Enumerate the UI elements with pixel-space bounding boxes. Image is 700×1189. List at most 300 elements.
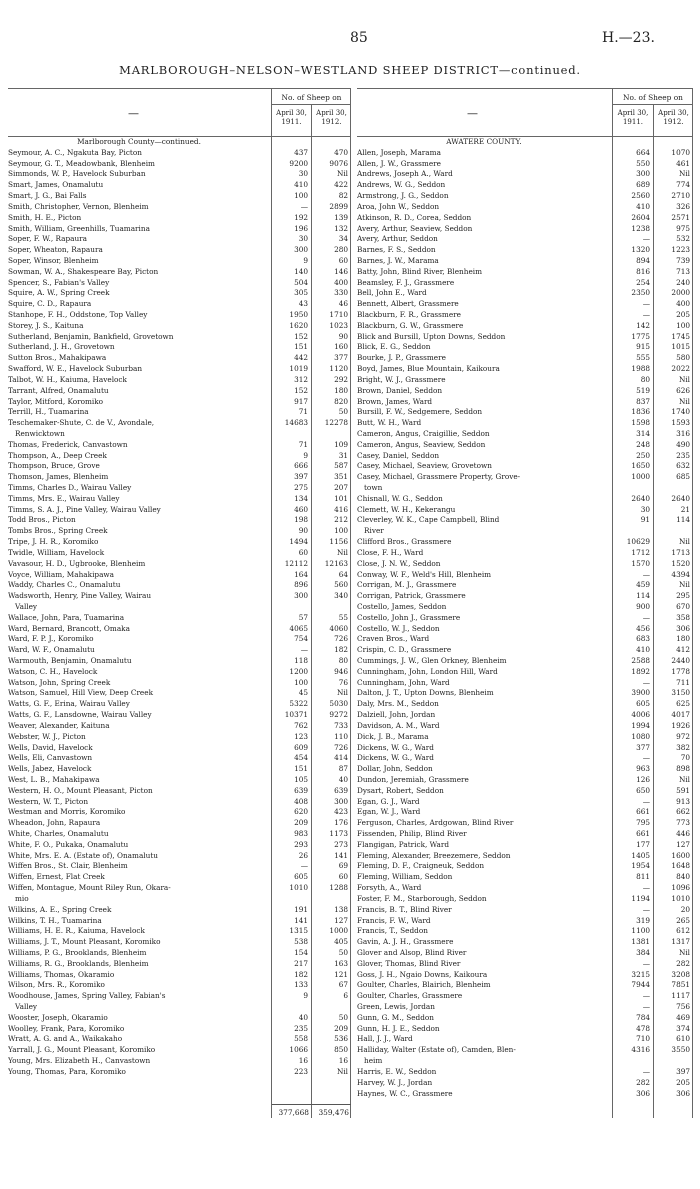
- table-row: [8, 980, 351, 991]
- table-row: [357, 1024, 693, 1035]
- table-row: [8, 764, 351, 775]
- sheep-1912: 300: [334, 796, 348, 806]
- holder-name: Soper, Winsor, Blenheim: [8, 255, 99, 265]
- holder-name: Stanhope, F. H., Oddstone, Top Valley: [8, 310, 148, 319]
- sheep-1912: 212: [334, 515, 348, 525]
- sheep-1911: 397: [294, 472, 308, 482]
- sheep-1912: 739: [676, 255, 690, 265]
- sheep-1911: —: [642, 753, 650, 763]
- table-row: [357, 634, 693, 645]
- sheep-1912: 1096: [671, 883, 690, 893]
- sheep-1912: 733: [334, 720, 348, 730]
- sheep-1911: 80: [640, 374, 650, 384]
- table-row: [8, 288, 351, 299]
- table-row: [8, 580, 351, 591]
- table-row: [357, 829, 693, 840]
- sheep-1912: 82: [338, 191, 348, 201]
- holder-name: Timms, S. A. J., Pine Valley, Wairau Valley: [8, 504, 161, 514]
- holder-name: Wilkins, T. H., Tuamarina: [8, 915, 102, 925]
- sheep-1912: 358: [676, 612, 690, 622]
- sheep-1912: 110: [334, 731, 348, 741]
- table-row: [357, 299, 693, 310]
- table-row: [357, 861, 693, 872]
- holder-name: Squire, A. W., Spring Creek: [8, 288, 110, 298]
- sheep-1911: 151: [294, 342, 308, 352]
- sheep-1912: 662: [676, 807, 690, 817]
- holder-name: Watson, C. H., Havelock: [8, 666, 98, 676]
- sheep-1911: 1405: [631, 850, 650, 860]
- sheep-1912: 400: [676, 299, 690, 309]
- sheep-1912: 946: [334, 666, 348, 676]
- sheep-1912: 9076: [329, 158, 348, 168]
- holder-name: Twidle, William, Havelock: [8, 547, 105, 557]
- table-row: [357, 753, 693, 764]
- sheep-1912: 64: [338, 569, 348, 579]
- holder-name: Tripe, J. H. R., Koromiko: [8, 537, 99, 547]
- page-number: 85: [350, 30, 368, 46]
- sheep-1912: 1778: [671, 666, 690, 676]
- sheep-1911: 983: [294, 829, 308, 838]
- holder-name: Wells, Jabez, Havelock: [8, 764, 92, 774]
- sheep-1911: 1994: [631, 720, 650, 730]
- table-row: [8, 461, 351, 472]
- table-row: [8, 894, 351, 905]
- holder-name: Close, J. N. W., Seddon: [357, 558, 441, 568]
- holder-name: Close, F. H., Ward: [357, 547, 424, 557]
- table-row: [357, 364, 693, 375]
- table-row: [357, 429, 693, 440]
- sheep-1912: 412: [676, 645, 690, 655]
- sheep-1911: 2588: [631, 656, 650, 665]
- sheep-1911: 2560: [631, 191, 650, 201]
- holder-name: Avery, Arthur, Seaview, Seddon: [357, 223, 473, 233]
- holder-name: Corrigan, Patrick, Grassmere: [357, 591, 466, 601]
- sheep-1911: 710: [636, 1034, 650, 1044]
- table-row: [8, 786, 351, 797]
- table-row: [357, 440, 693, 451]
- sheep-1912: 127: [676, 839, 690, 849]
- table-row: [357, 678, 693, 689]
- sheep-1911: 152: [294, 385, 308, 395]
- holder-name: Clifford Bros., Grassmere: [357, 537, 452, 547]
- table-row: [357, 905, 693, 916]
- total-rule: [272, 1104, 351, 1105]
- sheep-1911: 275: [294, 483, 308, 492]
- sheep-1912: Nil: [678, 396, 690, 406]
- holder-name: Soper, F. W., Rapaura: [8, 234, 88, 244]
- holder-name: Sutton Bros., Mahakipawa: [8, 353, 107, 363]
- sheep-1912: Nil: [336, 547, 348, 557]
- sheep-1911: 538: [294, 937, 308, 947]
- table-row: [357, 526, 693, 537]
- table-row: [357, 872, 693, 883]
- table-row: [8, 1002, 351, 1013]
- table-row: [8, 840, 351, 851]
- sheep-1911: 917: [294, 396, 308, 406]
- holder-name: Westman and Morris, Koromiko: [8, 807, 126, 817]
- sheep-1912: Nil: [678, 537, 690, 547]
- table-row: [8, 451, 351, 462]
- table-row: [357, 732, 693, 743]
- sheep-1912: 639: [334, 785, 348, 795]
- holder-name: Wadsworth, Henry, Pine Valley, Wairau: [8, 591, 152, 601]
- holder-name: Butt, W. H., Ward: [357, 418, 422, 428]
- table-row: [357, 461, 693, 472]
- sheep-1912: 397: [676, 1066, 690, 1076]
- sheep-1911: 114: [636, 591, 650, 601]
- table-row: [8, 483, 351, 494]
- sheep-1911: —: [642, 234, 650, 244]
- april-1912-header: April 30, 1912.: [658, 109, 689, 126]
- table-row: [8, 256, 351, 267]
- table-row: [8, 797, 351, 808]
- sheep-1911: 142: [636, 320, 650, 330]
- holder-name: Williams, P. G., Brooklands, Blenheim: [8, 947, 147, 957]
- holder-name: Young, Mrs. Elizabeth H., Canvastown: [8, 1056, 151, 1066]
- table-row: [357, 970, 693, 981]
- sheep-1911: —: [642, 904, 650, 914]
- holder-name: Fissenden, Philip, Blind River: [357, 829, 467, 838]
- holder-name: Ferguson, Charles, Ardgowan, Blind River: [357, 818, 514, 828]
- sheep-1911: 12112: [284, 558, 308, 568]
- sheep-1912: 280: [334, 245, 348, 255]
- holder-name: Andrews, Joseph A., Ward: [357, 169, 453, 179]
- sheep-1911: 217: [294, 958, 308, 968]
- table-row: [357, 537, 693, 548]
- right-rows: [357, 137, 693, 1099]
- sheep-1912: 820: [334, 396, 348, 406]
- sheep-1912: 69: [338, 861, 348, 871]
- table-row: [8, 386, 351, 397]
- table-row: [8, 472, 351, 483]
- sheep-1912: 34: [338, 234, 348, 244]
- sheep-1912: 7851: [671, 980, 690, 990]
- sheep-1912: 377: [334, 353, 348, 363]
- sheep-1912: 121: [334, 969, 348, 979]
- table-row: [8, 948, 351, 959]
- sheep-1912: 50: [338, 407, 348, 417]
- sheep-1912: 1740: [671, 407, 690, 417]
- sheep-1912: 60: [338, 872, 348, 882]
- sheep-1911: 209: [294, 818, 308, 828]
- sheep-1911: 1570: [631, 558, 650, 568]
- table-row: [357, 224, 693, 235]
- sheep-1912: 1593: [671, 418, 690, 428]
- sheep-1912: 205: [676, 310, 690, 319]
- table-row: [357, 883, 693, 894]
- holder-name: Todd Bros., Picton: [8, 515, 76, 525]
- table-row: [8, 883, 351, 894]
- sheep-1911: 689: [636, 180, 650, 190]
- holder-name: Wilson, Mrs. R., Koromiko: [8, 980, 105, 990]
- sheep-1911: 605: [636, 699, 650, 709]
- sheep-1911: 306: [636, 1088, 650, 1098]
- sheep-1911: 10629: [626, 537, 650, 547]
- sheep-1912: 114: [676, 515, 690, 525]
- sheep-1912: 1713: [671, 547, 690, 557]
- sheep-1911: 134: [294, 493, 308, 503]
- holder-name: Allen, J. W., Grassmere: [357, 158, 441, 168]
- sheep-1911: —: [300, 201, 308, 211]
- holder-name: Weaver, Alexander, Kaituna: [8, 720, 110, 730]
- holder-name: Francis, B. T., Blind River: [357, 904, 452, 914]
- sheep-1912: 50: [338, 1012, 348, 1022]
- sheep-1911: 140: [294, 266, 308, 276]
- holder-name: Sowman, W. A., Shakespeare Bay, Picton: [8, 266, 159, 276]
- sheep-1911: —: [642, 883, 650, 893]
- holder-name: Cameron, Angus, Craigillie, Seddon: [357, 428, 490, 438]
- holder-name: Egan, W. J., Ward: [357, 807, 421, 817]
- table-row: [8, 1056, 351, 1067]
- sheep-1911: 900: [636, 601, 650, 611]
- sheep-1912: 2000: [671, 288, 690, 298]
- sheep-1912: 685: [676, 472, 690, 482]
- table-row: [357, 926, 693, 937]
- sheep-1911: 16: [298, 1056, 308, 1066]
- sheep-1912: 316: [676, 428, 690, 438]
- holder-name: Cunningham, John, London Hill, Ward: [357, 666, 498, 676]
- holder-name: Glover and Alsop, Blind River: [357, 947, 467, 957]
- name-column-header: —: [467, 107, 478, 120]
- sheep-1912: 405: [334, 937, 348, 947]
- holder-name: Gunn, G. M., Seddon: [357, 1012, 434, 1022]
- sheep-1912: 330: [334, 288, 348, 298]
- sheep-1912: 726: [334, 634, 348, 644]
- table-row: [8, 937, 351, 948]
- table-row: [8, 526, 351, 537]
- holder-name: Teschemaker-Shute, C. de V., Avondale,: [8, 418, 155, 428]
- holder-name: Talbot, W. H., Kaiuma, Havelock: [8, 374, 127, 384]
- table-row: [357, 1078, 693, 1089]
- sheep-1912: 6: [343, 991, 348, 1001]
- sheep-1911: 141: [294, 915, 308, 925]
- table-row: [357, 916, 693, 927]
- sheep-1912: 461: [676, 158, 690, 168]
- holder-name: Wiffen, Ernest, Flat Creek: [8, 872, 105, 882]
- holder-name: Smart, J. G., Bai Falls: [8, 191, 87, 201]
- table-row: [357, 213, 693, 224]
- holder-name: Goulter, Charles, Blairich, Blenheim: [357, 980, 491, 990]
- sheep-1912: 80: [338, 656, 348, 665]
- sheep-1911: 1620: [289, 320, 308, 330]
- table-row: [8, 688, 351, 699]
- holder-name: Andrews, W. G., Seddon: [357, 180, 446, 190]
- sheep-1911: 442: [294, 353, 308, 363]
- sheep-1912: 1648: [671, 861, 690, 871]
- table-row: [357, 980, 693, 991]
- sheep-1912: 3550: [671, 1045, 690, 1055]
- sheep-1911: 784: [636, 1012, 650, 1022]
- sheep-1912: 50: [338, 947, 348, 957]
- holder-name: Wilkins, A. E., Spring Creek: [8, 904, 112, 914]
- table-row: [8, 732, 351, 743]
- sheep-1911: 100: [294, 677, 308, 687]
- sheep-1911: 410: [294, 180, 308, 190]
- sheep-1911: 9: [303, 450, 308, 460]
- sheep-1912: 446: [676, 829, 690, 838]
- sheep-1912: 423: [334, 807, 348, 817]
- sheep-1911: 123: [294, 731, 308, 741]
- sheep-1911: 45: [298, 688, 308, 698]
- table-row: [8, 818, 351, 829]
- holder-name: Ward, F. P. J., Koromiko: [8, 634, 94, 644]
- sheep-1912: 713: [676, 266, 690, 276]
- sheep-1912: 1600: [671, 850, 690, 860]
- sheep-1911: 235: [294, 1023, 308, 1033]
- table-row: [357, 894, 693, 905]
- table-row: [8, 191, 351, 202]
- holder-name: Vavasour, H. D., Ugbrooke, Blenheim: [8, 558, 146, 568]
- holder-name: Blackburn, G. W., Grassmere: [357, 320, 464, 330]
- sheep-1912: 587: [334, 461, 348, 471]
- sheep-1911: 605: [294, 872, 308, 882]
- sheep-1911: —: [642, 310, 650, 319]
- holder-name: Bursill, F. W., Sedgemere, Seddon: [357, 407, 483, 417]
- table-row: [357, 656, 693, 667]
- april-1911-header: April 30, 1911.: [617, 109, 649, 126]
- sheep-1912: 1745: [671, 331, 690, 341]
- sheep-1912: 3208: [671, 969, 690, 979]
- sheep-1911: 9: [303, 991, 308, 1001]
- sheep-1912: 70: [680, 753, 690, 763]
- table-row: [357, 591, 693, 602]
- table-row: [357, 559, 693, 570]
- sheep-1912: 2440: [671, 656, 690, 665]
- holder-name: Davidson, A. M., Ward: [357, 720, 440, 730]
- holder-name: Bourke, J. P., Grassmere: [357, 353, 446, 363]
- sheep-1912: 282: [676, 958, 690, 968]
- holder-name: Wiffen, Montague, Mount Riley Run, Okara-: [8, 883, 171, 893]
- sheep-1912: 31: [338, 450, 348, 460]
- table-row: [357, 310, 693, 321]
- holder-name: Fleming, D. F., Craigneuk, Seddon: [357, 861, 485, 871]
- sheep-1912: 2571: [671, 212, 690, 222]
- sheep-1912: 20: [680, 904, 690, 914]
- sheep-1912: 60: [338, 255, 348, 265]
- sheep-1912: 100: [676, 320, 690, 330]
- sheep-1911: 30: [298, 169, 308, 179]
- sheep-1912: 1000: [329, 926, 348, 936]
- holder-name: Foster, F. M., Starborough, Seddon: [357, 893, 487, 903]
- sheep-1911: —: [642, 569, 650, 579]
- holder-name: Waddy, Charles C., Onamalutu: [8, 580, 121, 590]
- sheep-1912: 163: [334, 958, 348, 968]
- holder-name: Wooster, Joseph, Okaramio: [8, 1012, 108, 1022]
- total-1912: 359,476: [318, 1108, 349, 1117]
- table-row: [357, 202, 693, 213]
- holder-name: Clemett, W. H., Kekerangu: [357, 504, 456, 514]
- sheep-1911: 250: [636, 450, 650, 460]
- sheep-1911: 894: [636, 255, 650, 265]
- sheep-1912: 1173: [329, 829, 348, 838]
- sheep-1911: 896: [294, 580, 308, 590]
- sheep-1911: 811: [636, 872, 650, 882]
- sheep-1912: 1520: [671, 558, 690, 568]
- sheep-1912: 625: [676, 699, 690, 709]
- table-row: [357, 418, 693, 429]
- april-1912-header: April 30, 1912.: [316, 109, 347, 126]
- sheep-1911: 254: [636, 277, 650, 287]
- holder-name: Wallace, John, Para, Tuamarina: [8, 612, 125, 622]
- table-row: [357, 699, 693, 710]
- holder-name: Renwicktown: [15, 428, 65, 438]
- sheep-1911: 4316: [631, 1045, 650, 1055]
- sheep-1912: 4017: [671, 710, 690, 720]
- sheep-1912: 4394: [671, 569, 690, 579]
- table-row: [8, 1013, 351, 1024]
- sheep-1911: 460: [294, 504, 308, 514]
- holder-name: Crispin, C. D., Grassmere: [357, 645, 452, 655]
- holder-name: Casey, Michael, Seaview, Grovetown: [357, 461, 492, 471]
- sheep-1911: 30: [640, 504, 650, 514]
- holder-name: Warmouth, Benjamin, Onamalutu: [8, 656, 132, 665]
- holder-name: Craven Bros., Ward: [357, 634, 430, 644]
- sheep-1912: 773: [676, 818, 690, 828]
- sheep-1911: 504: [294, 277, 308, 287]
- holder-name: Brown, Daniel, Seddon: [357, 385, 443, 395]
- left-rows: [8, 137, 351, 1078]
- table-row: [8, 332, 351, 343]
- sheep-1911: 1100: [631, 926, 650, 936]
- sheep-1911: 762: [294, 720, 308, 730]
- holder-name: Storey, J. S., Kaituna: [8, 320, 84, 330]
- holder-name: Armstrong, J. G., Seddon: [357, 191, 449, 201]
- sheep-1911: —: [642, 991, 650, 1001]
- sheep-1911: 300: [294, 591, 308, 601]
- sheep-1912: 340: [334, 591, 348, 601]
- holder-name: Marlborough County—continued.: [77, 137, 201, 146]
- sheep-1912: 160: [334, 342, 348, 352]
- sheep-1912: 580: [676, 353, 690, 363]
- sheep-1911: 151: [294, 764, 308, 774]
- table-row: [8, 613, 351, 624]
- sheep-1912: 326: [676, 201, 690, 211]
- table-row: [8, 429, 351, 440]
- sheep-1911: 100: [294, 191, 308, 201]
- sheep-1912: 90: [338, 331, 348, 341]
- sheep-1912: 306: [676, 623, 690, 633]
- holder-name: Bright, W. J., Grassmere: [357, 374, 446, 384]
- table-row: [357, 991, 693, 1002]
- table-row: [8, 667, 351, 678]
- sheep-1911: 1194: [631, 893, 650, 903]
- table-row: [8, 624, 351, 635]
- sheep-1912: 2022: [671, 364, 690, 374]
- holder-name: Dalton, J. T., Upton Downs, Blenheim: [357, 688, 494, 698]
- table-row: [8, 861, 351, 872]
- sheep-1911: 459: [636, 580, 650, 590]
- holder-name: White, Mrs. E. A. (Estate of), Onamalutu: [8, 850, 158, 860]
- sheep-1911: 2350: [631, 288, 650, 298]
- sheep-1912: 840: [676, 872, 690, 882]
- sheep-1911: 377: [636, 742, 650, 752]
- sheep-1911: 1320: [631, 245, 650, 255]
- holder-name: Conway, W. F., Weld's Hill, Blenheim: [357, 569, 492, 579]
- sheep-1912: Nil: [336, 169, 348, 179]
- table-row: [8, 721, 351, 732]
- sheep-1911: 2640: [631, 493, 650, 503]
- holder-name: Williams, R. G., Brooklands, Blenheim: [8, 958, 149, 968]
- table-row: [8, 1034, 351, 1045]
- table-row: [357, 1002, 693, 1013]
- sheep-count-header: No. of Sheep on: [272, 91, 351, 105]
- sheep-1911: 1200: [289, 666, 308, 676]
- table-row: [357, 375, 693, 386]
- holder-name: Dick, J. B., Marama: [357, 731, 429, 741]
- table-row: [8, 342, 351, 353]
- table-row: [357, 775, 693, 786]
- sheep-1912: Nil: [678, 169, 690, 179]
